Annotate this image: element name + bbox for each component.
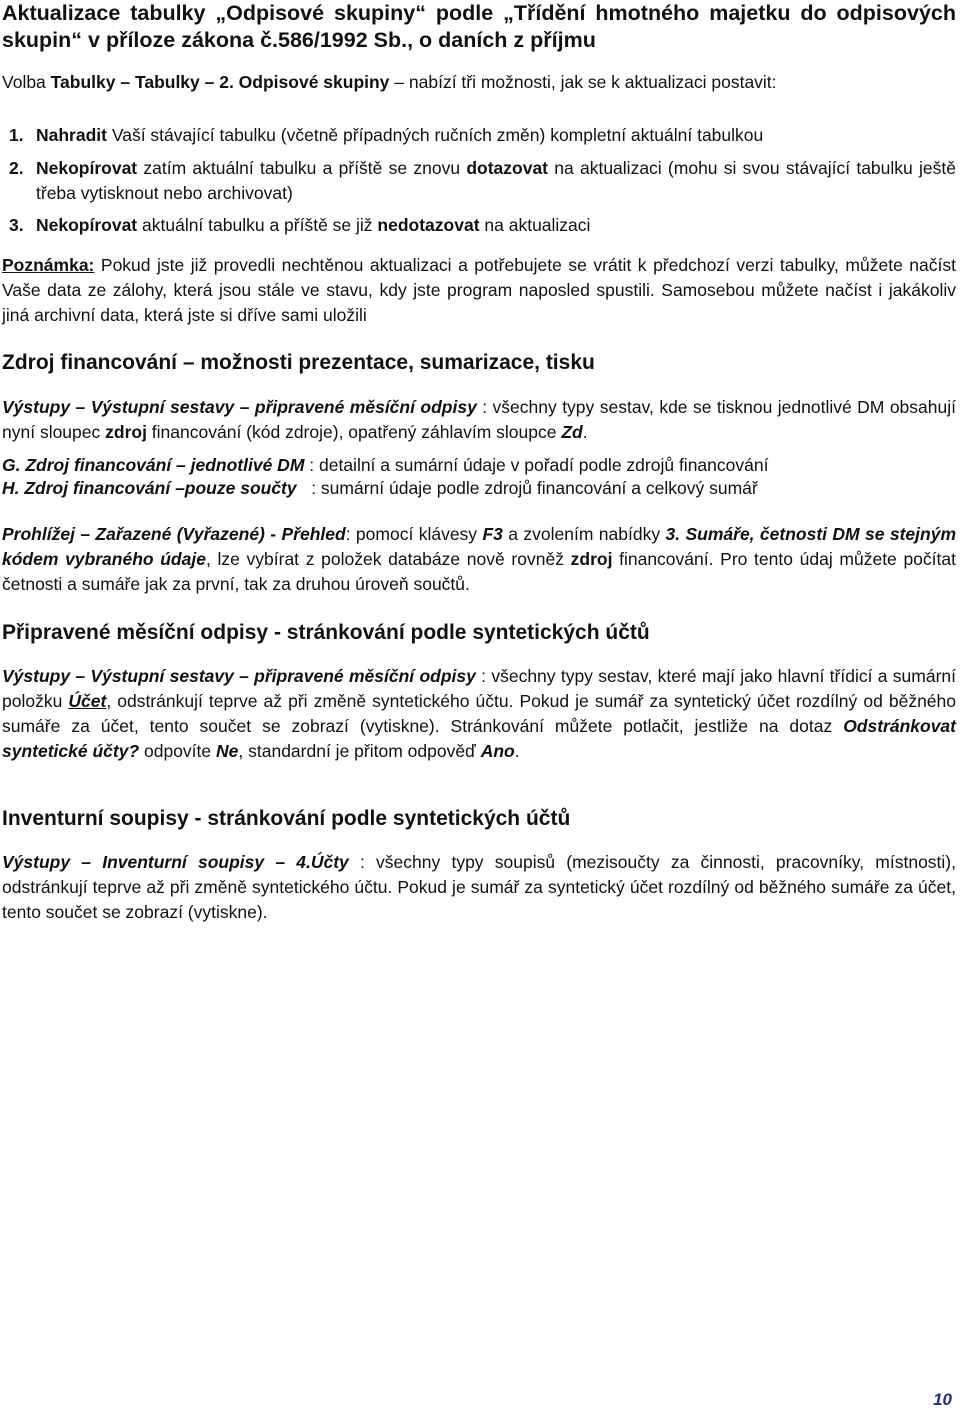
paragraph-text: : všechny typy sestav, kde se tisknou jednotlivé DM obsahují nyní sloupec [2, 397, 956, 442]
prompt-question: Odstránkovat syntetické účty? [2, 716, 956, 761]
intro-text-2: – nabízí tři možnosti, jak se k aktualizaci postavit: [389, 72, 777, 92]
paragraph-text: , lze vybírat z položek databáze nově rovněž [205, 549, 571, 569]
paragraph-text: : pomocí klávesy [345, 524, 483, 544]
menu-path: Výstupy – Výstupní sestavy – připravené měsíční odpisy [2, 666, 476, 686]
section1-report-g [2, 453, 956, 478]
list-item-text-2: na aktualizaci (mohu si svou stávající tabulku ještě třeba vytisknout nebo archivovat) [36, 158, 956, 203]
note-text: Pokud jste již provedli nechtěnou aktualizaci a potřebujete se vrátit k předchozí verzi tabulky, můžete načíst Vaše data ze zálohy, která jsou stále ve stavu, kdy jste program naposled spustili. Samosebou můžete načíst i jakákoliv jiná archivní data, která jste si dříve sami uložili [2, 255, 956, 325]
section1-report-h [2, 476, 956, 501]
section2-paragraph [2, 664, 956, 764]
paragraph-text: . [582, 422, 588, 442]
menu-path: Výstupy – Inventurní soupisy – 4.Účty [2, 852, 349, 872]
paragraph-text: a zvolením nabídky [502, 524, 666, 544]
paragraph-text: : všechny typy sestav, které mají jako hlavní třídicí a sumární položku [2, 666, 957, 711]
paragraph-text: . [514, 741, 520, 761]
list-item [2, 213, 956, 238]
paragraph-text: financování (kód zdroje), opatřený záhlavím sloupce [146, 422, 562, 442]
report-name: G. Zdroj financování – jednotlivé DM [2, 455, 305, 475]
list-item [2, 156, 956, 206]
section-heading-inventura [2, 806, 956, 832]
answer-yes: Ano [480, 741, 515, 761]
section-heading-odpisy [2, 620, 956, 646]
key-name: F3 [482, 524, 503, 544]
intro-paragraph [2, 70, 956, 95]
options-list [2, 123, 956, 238]
menu-path: Prohlížej – Zařazené (Vyřazené) - Přehled [2, 524, 346, 544]
paragraph-text: odpovíte [139, 741, 217, 761]
list-item [2, 123, 956, 148]
report-description: : sumární údaje podle zdrojů financování a celkový sumář [296, 478, 758, 498]
paragraph-text: , standardní je přitom odpověď [238, 741, 481, 761]
list-item-number: 1. [9, 125, 24, 145]
section-heading-text: Inventurní soupisy - stránkování podle syntetických účtů [2, 807, 571, 830]
list-item-number: 3. [9, 215, 24, 235]
note-label: Poznámka: [2, 255, 95, 275]
paragraph-text: financování. Pro tento údaj můžete počítat četnosti a sumáře jak za první, tak za druhou úroveň součtů. [2, 549, 956, 594]
section-heading-zdroj [2, 350, 956, 376]
list-item-keyword: Nekopírovat [36, 158, 138, 178]
list-item-keyword: Nahradit [36, 125, 107, 145]
list-item-keyword-2: dotazovat [466, 158, 549, 178]
report-name: H. Zdroj financování –pouze součty [2, 478, 297, 498]
list-item-keyword-2: nedotazovat [377, 215, 480, 235]
list-item-text: Vaší stávající tabulku (včetně případných ručních změn) kompletní aktuální tabulkou [106, 125, 764, 145]
section-heading-text: Připravené měsíční odpisy - stránkování podle syntetických účtů [2, 621, 650, 644]
section1-paragraph-1 [2, 395, 956, 445]
title-text: Aktualizace tabulky „Odpisové skupiny“ podle „Třídění hmotného majetku do odpisových skupin“ v příloze zákona č.586/1992 Sb., o daních z příjmu [2, 1, 956, 52]
paragraph-text: , odstránkují teprve až při změně syntetického účtu. Pokud je sumář za syntetický účet rozdílný od běžného sumáře za účet, tento součet se zobrazí (vytiskne). Stránkování můžete potlačit, jestliže na dotaz [2, 691, 957, 736]
menu-path: Výstupy – Výstupní sestavy – připravené měsíční odpisy [2, 397, 477, 417]
page-number: 10 [933, 1390, 952, 1409]
list-item-text: zatím aktuální tabulku a příště se znovu [137, 158, 467, 178]
list-item-keyword: Nekopírovat [36, 215, 138, 235]
list-item-text-2: na aktualizaci [479, 215, 591, 235]
intro-text-1: Volba [2, 72, 51, 92]
intro-menu-path: Tabulky – Tabulky – 2. Odpisové skupiny [50, 72, 390, 92]
keyword: zdroj [570, 549, 613, 569]
field-name: Účet [68, 691, 107, 711]
answer-no: Ne [216, 741, 239, 761]
paragraph-text: : všechny typy soupisů (mezisoučty za činnosti, pracovníky, místnosti), odstránkují teprve až při změně syntetického účtu. Pokud je sumář za syntetický účet rozdílný od běžného sumáře za účet, tento součet se zobrazí (vytiskne). [2, 852, 956, 922]
report-description: : detailní a sumární údaje v pořadí podle zdrojů financování [304, 455, 769, 475]
keyword: zdroj [105, 422, 147, 442]
column-header-name: Zd [561, 422, 583, 442]
menu-option: 3. Sumáře, četnosti DM se stejným kódem vybraného údaje [2, 524, 956, 569]
document-title [2, 0, 956, 54]
list-item-text: aktuální tabulku a příště se již [137, 215, 378, 235]
section1-paragraph-2 [2, 522, 956, 597]
note-paragraph [2, 253, 956, 328]
list-item-number: 2. [9, 158, 24, 178]
section3-paragraph [2, 850, 956, 925]
section-heading-text: Zdroj financování – možnosti prezentace, sumarizace, tisku [2, 351, 595, 374]
